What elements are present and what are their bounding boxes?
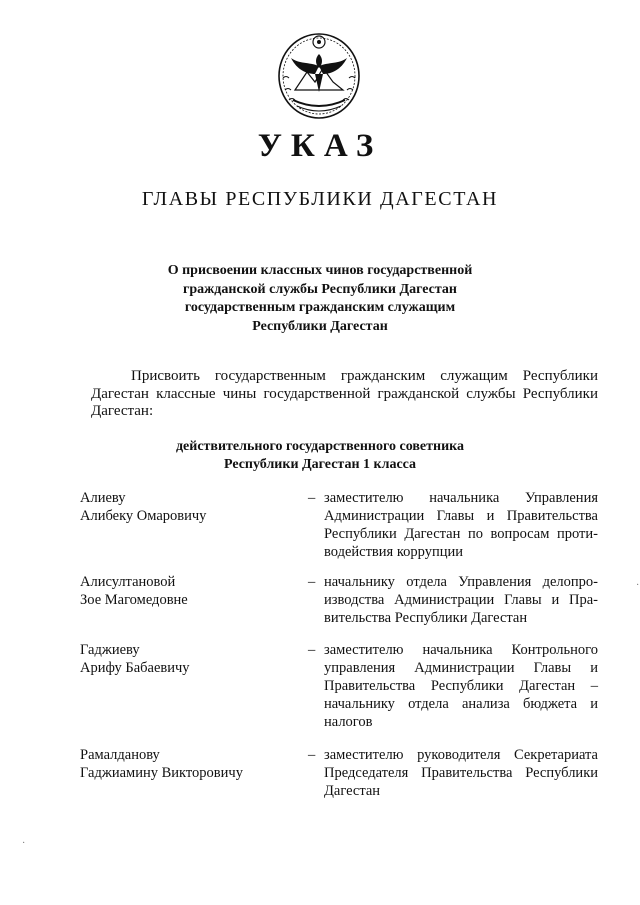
given-name: Алибеку Омаровичу <box>80 508 207 524</box>
position-line: Председателя Правительства Республики <box>324 765 598 781</box>
surname: Алисултановой <box>80 574 176 590</box>
dash-separator: – <box>308 747 316 763</box>
position-line: Администрации Главы и Правительства <box>324 508 598 524</box>
rank-line: Республики Дагестан 1 класса <box>223 457 417 472</box>
appointee-name <box>80 746 290 782</box>
surname: Рамалданову <box>80 747 160 763</box>
decree-subject <box>150 262 490 336</box>
decree-intro-paragraph <box>91 368 598 421</box>
subject-line: государственным гражданским служащим <box>184 300 456 315</box>
given-name: Зое Магомедовне <box>80 592 188 608</box>
surname: Гаджиеву <box>80 642 140 658</box>
coat-of-arms-icon <box>275 28 363 120</box>
position-line: водействия коррупции <box>324 544 463 560</box>
rank-line: действительного государственного советника <box>175 439 465 454</box>
intro-line: Дагестан: <box>91 403 154 419</box>
scan-speck: · <box>22 838 26 849</box>
intro-line: Присвоить государственным гражданским служащим Республики <box>131 368 598 384</box>
position-line: Республики Дагестан по вопросам проти- <box>324 526 598 542</box>
document-subtitle: ГЛАВЫ РЕСПУБЛИКИ ДАГЕСТАН <box>141 188 499 210</box>
position-line: Дагестан <box>324 783 381 799</box>
subject-line: гражданской службы Республики Дагестан <box>183 281 457 297</box>
subject-line: Республики Дагестан <box>252 318 388 334</box>
dash-separator: – <box>308 490 316 506</box>
appointee-name <box>80 641 290 677</box>
position-line: управления Администрации Главы и <box>324 660 598 676</box>
appointee-name <box>80 489 290 525</box>
position-line: изводства Администрации Главы и Пра- <box>324 592 598 608</box>
position-line: налогов <box>324 714 373 730</box>
position-line: вительства Республики Дагестан <box>324 610 528 626</box>
position-line: начальнику отдела анализа бюджета и <box>324 696 598 712</box>
appointee-position <box>324 746 598 800</box>
position-line: заместителю начальника Управления <box>324 490 598 506</box>
appointee-name <box>80 573 290 609</box>
dash-separator: – <box>308 574 316 590</box>
position-line: Правительства Республики Дагестан – <box>324 678 598 694</box>
surname: Алиеву <box>80 490 126 506</box>
appointee-position <box>324 573 598 627</box>
given-name: Гаджиамину Викторовичу <box>80 765 243 781</box>
subject-line: О присвоении классных чинов государственной <box>167 263 473 278</box>
intro-line: Дагестан классные чины государственной гражданской службы Республики <box>91 385 598 402</box>
position-line: заместителю начальника Контрольного <box>324 642 598 658</box>
document-title: УКАЗ <box>257 128 383 164</box>
position-line: заместителю руководителя Секретариата <box>324 747 598 763</box>
given-name: Арифу Бабаевичу <box>80 660 190 676</box>
rank-heading <box>150 438 490 474</box>
scan-speck: · <box>636 580 640 591</box>
appointee-position <box>324 641 598 731</box>
dash-separator: – <box>308 642 316 658</box>
appointee-position <box>324 489 598 561</box>
position-line: начальнику отдела Управления делопро- <box>324 574 598 590</box>
